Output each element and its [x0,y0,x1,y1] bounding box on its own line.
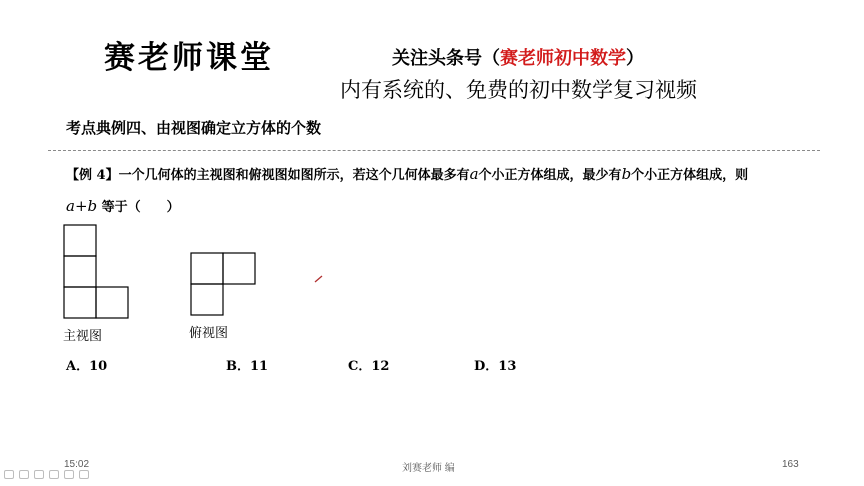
presentation-toolbar [4,470,89,479]
question-text-2: 个小正方体组成，最少有 [478,168,622,183]
expression-a-plus-b: a+b [66,197,98,215]
previous-slide-icon[interactable] [4,470,14,479]
option-b[interactable] [226,355,268,374]
footer-page-number: 163 [782,459,799,470]
question-text-1: 一个几何体的主视图和俯视图如图所示，若这个几何体最多有 [118,168,470,183]
zoom-icon[interactable] [49,470,59,479]
next-slide-icon[interactable] [19,470,29,479]
option-letter: C． [348,359,372,374]
option-letter: A． [66,359,90,374]
top-view-cell [191,284,223,315]
question-text-4: 等于（ ） [97,200,180,215]
front-view-cell [96,287,128,318]
front-view-cell [64,287,96,318]
question-text-3: 个小正方体组成，则 [631,168,749,183]
follow-suffix: ） [626,48,644,69]
top-view-label: 俯视图 [189,326,229,341]
pen-cursor-icon [314,274,324,284]
follow-account: 赛老师初中数学 [500,48,626,69]
option-value: 12 [371,359,390,374]
front-view-cell [64,225,96,256]
pen-tool-icon[interactable] [34,470,44,479]
option-c[interactable] [348,355,389,374]
follow-prefix: 关注头条号（ [392,48,500,69]
footer-author: 刘赛老师 编 [402,463,455,474]
option-value: 10 [89,359,108,374]
front-view-label: 主视图 [63,329,103,344]
front-view-figure [64,225,128,318]
more-options-icon[interactable] [79,470,89,479]
question-tag: 【例 4】 [66,168,119,183]
subtitle: 内有系统的、免费的初中数学复习视频 [340,78,697,102]
option-value: 13 [498,359,517,374]
top-view-cell [223,253,255,284]
option-letter: D． [474,359,499,374]
option-letter: B． [226,359,250,374]
top-view-cell [191,253,223,284]
top-view-figure [191,253,255,315]
option-value: 11 [250,359,269,374]
variable-a: a [469,165,479,183]
section-title: 考点典例四、由视图确定立方体的个数 [66,119,322,137]
option-a[interactable] [66,355,107,374]
front-view-cell [64,256,96,287]
footer-time: 15:02 [64,459,90,470]
variable-b: b [621,165,632,183]
brand-title: 赛老师课堂 [104,40,274,76]
slides-view-icon[interactable] [64,470,74,479]
option-d[interactable] [474,355,516,374]
